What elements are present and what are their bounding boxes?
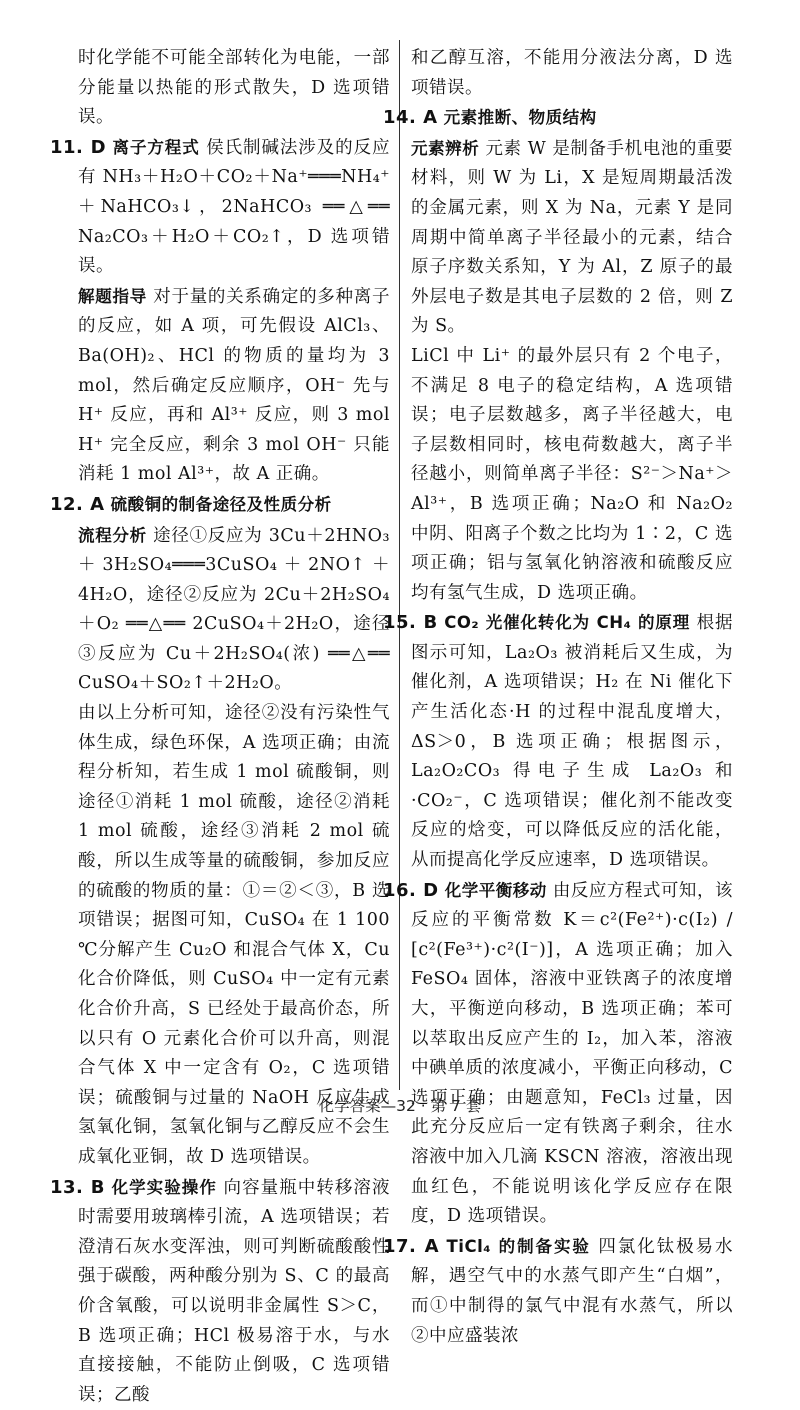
answer-number: 16. D	[383, 879, 439, 901]
column-divider	[399, 40, 400, 1090]
answer-number: 14. A	[383, 107, 438, 129]
answer-13	[50, 1173, 390, 1410]
answer-topic: 化学实验操作	[111, 1177, 217, 1197]
left-column	[50, 44, 391, 1410]
answer-15	[383, 608, 733, 875]
answer-text: 侯氏制碱法涉及的反应有 NH₃＋H₂O＋CO₂＋Na⁺═══NH₄⁺＋NaHCO₃↓，2NaHCO₃ ══△══ Na₂CO₃＋H₂O＋CO₂↑，D 选项错误。	[78, 137, 391, 277]
answer-text: 由反应方程式可知，该反应的平衡常数 K＝c²(Fe²⁺)·c(I₂) / [c²(Fe³⁺)·c²(I⁻)]，A 选项正确；加入 FeSO₄ 固体，溶液中亚铁离子的浓度增大，平衡逆向移动，B 选项正确；苯可以萃取出反应产生的 I₂，加入苯，溶液中碘单质的浓度减小，平衡正向移动，C 选项正确；由题意知，FeCl₃ 过量，因此充分反应后一定有铁离子剩余，往水溶液中加入几滴 KSCN 溶液，溶液出现血红色，不能说明该化学反应存在限度，D 选项错误。	[411, 880, 733, 1227]
answer-14	[383, 103, 733, 134]
answer-number: 11. D	[50, 136, 107, 158]
flow-label: 流程分析	[78, 525, 147, 545]
answer-topic: TiCl₄ 的制备实验	[446, 1236, 591, 1256]
answer-number: 17. A	[383, 1235, 440, 1257]
answer-topic: 化学平衡移动	[444, 880, 547, 900]
tip-text: 对于量的关系确定的多种离子的反应，如 A 项，可先假设 AlCl₃、Ba(OH)₂、HCl 的物质的量均为 3 mol，然后确定反应顺序，OH⁻ 先与 H⁺ 反应，再和 Al³⁺ 反应，则 3 mol H⁺ 完全反应，剩余 3 mol OH⁻ 只能消耗 1 mol Al³⁺，故 A 正确。	[78, 286, 391, 485]
answer-12	[50, 490, 390, 521]
page-footer: 化学答案—32 · 第 7 套	[318, 1097, 482, 1115]
answer-number: 15. B	[383, 612, 438, 634]
answer-12-flow	[78, 521, 390, 700]
answer-17	[383, 1232, 733, 1351]
answer-number: 13. B	[50, 1176, 105, 1198]
answer-topic: 硫酸铜的制备途径及性质分析	[110, 494, 332, 514]
answer-text: 四氯化钛极易水解，遇空气中的水蒸气即产生“白烟”，而①中制得的氯气中混有水蒸气，所以②中应盛装浓	[411, 1236, 733, 1346]
answer-11-tip	[78, 282, 390, 490]
continuation-paragraph: 时化学能不可能全部转化为电能，一部分能量以热能的形式散失，D 选项错误。	[78, 48, 390, 128]
answer-text: 根据图示可知，La₂O₃ 被消耗后又生成，为催化剂，A 选项错误；H₂ 在 Ni 催化下产生活化态·H 的过程中混乱度增大，ΔS＞0，B 选项正确；根据图示，La₂O₂CO₃ 得电子生成 La₂O₃ 和·CO₂⁻，C 选项错误；催化剂不能改变反应的焓变，可以降低反应的活化能，从而提高化学反应速率，D 选项错误。	[411, 613, 733, 871]
answer-11	[50, 133, 391, 282]
flow-text: 途径①反应为 3Cu＋2HNO₃＋3H₂SO₄═══3CuSO₄＋2NO↑＋4H₂O，途径②反应为 2Cu＋2H₂SO₄＋O₂ ══△══ 2CuSO₄＋2H₂O，途径③反应为 Cu＋2H₂SO₄(浓) ══△══ CuSO₄＋SO₂↑＋2H₂O。	[78, 525, 390, 694]
answer-topic: 元素推断、物质结构	[443, 108, 597, 128]
answer-topic: CO₂ 光催化转化为 CH₄ 的原理	[444, 613, 691, 633]
answer-14-text: LiCl 中 Li⁺ 的最外层只有 2 个电子，不满足 8 电子的稳定结构，A 选项错误；电子层数越多，离子半径越大，电子层数相同时，核电荷数越大，离子半径越小，则简单离子半径：S²⁻＞Na⁺＞Al³⁺，B 选项正确；Na₂O 和 Na₂O₂ 中阴、阳离子个数之比均为 1∶2，C 选项正确；铝与氢氧化钠溶液和硫酸反应均有氢气生成，D 选项正确。	[411, 345, 733, 603]
element-label: 元素辨析	[411, 138, 480, 158]
element-text: 元素 W 是制备手机电池的重要材料，则 W 为 Li，X 是短周期最活泼的金属元素，则 X 为 Na，元素 Y 是同周期中简单离子半径最小的元素，结合原子序数关系知，Y 为 Al，Z 原子的最外层电子数是其电子层数的 2 倍，则 Z 为 S。	[411, 138, 733, 337]
tip-label: 解题指导	[78, 286, 147, 306]
continuation-paragraph: 和乙醇互溶，不能用分液法分离，D 选项错误。	[411, 48, 733, 98]
answer-number: 12. A	[50, 493, 105, 515]
answer-14-elements	[411, 134, 733, 342]
answer-topic: 离子方程式	[112, 137, 200, 157]
answer-12-text: 由以上分析可知，途径②没有污染性气体生成，绿色环保，A 选项正确；由流程分析知，若生成 1 mol 硫酸铜，则途径①消耗 1 mol 硫酸，途径②消耗 1 mol 硫酸，途经③消耗 2 mol 硫酸，所以生成等量的硫酸铜，参加反应的硫酸的物质的量：①＝②＜③，B 选项错误；据图可知，CuSO₄ 在 1 100 ℃分解产生 Cu₂O 和混合气体 X，Cu 化合价降低，则 CuSO₄ 中一定有元素化合价升高，S 已经处于最高价态，所以只有 O 元素化合价可以升高，则混合气体 X 中一定含有 O₂，C 选项错误；硫酸铜与过量的 NaOH 反应生成氢氧化铜，氢氧化铜与乙醇反应不会生成氧化亚铜，故 D 选项错误。	[78, 703, 390, 1167]
answer-text: 向容量瓶中转移溶液时需要用玻璃棒引流，A 选项错误；若澄清石灰水变浑浊，则可判断硫酸酸性强于碳酸，两种酸分别为 S、C 的最高价含氧酸，可以说明非金属性 S＞C，B 选项正确；HCl 极易溶于水，与水直接接触，不能防止倒吸，C 选项错误；乙酸	[78, 1177, 390, 1405]
